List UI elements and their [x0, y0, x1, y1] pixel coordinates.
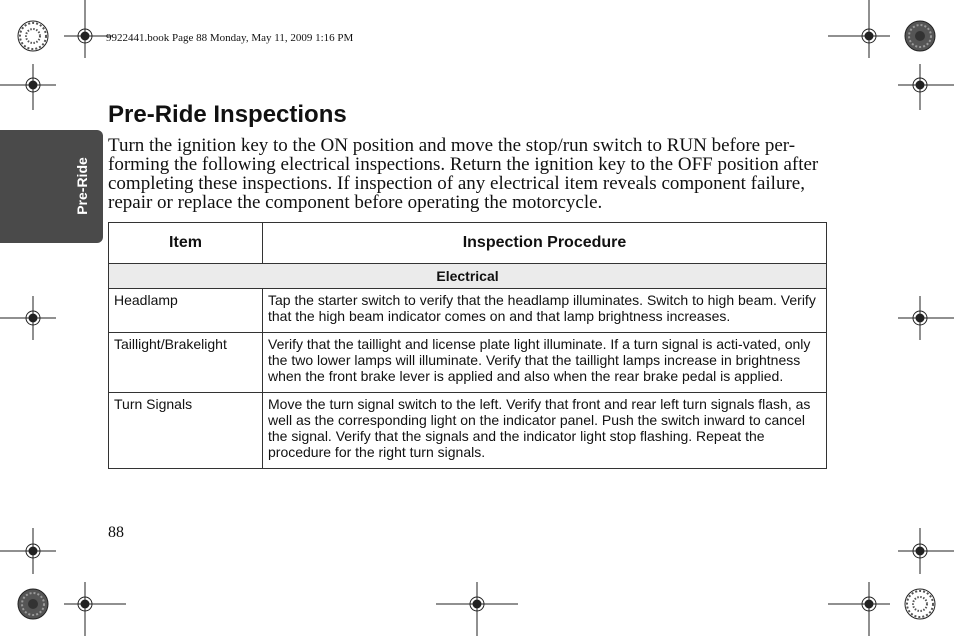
page-number: 88 [108, 524, 124, 541]
registration-target-right-upper [898, 64, 954, 110]
row-procedure: Verify that the taillight and license plate light illuminate. If a turn signal is acti-vated, only the two lower lamps will illuminate. Verify that the taillight lamps increase in brightness when the front brake lever is applied and also when the rear brake pedal is applied. [263, 333, 827, 393]
row-procedure: Tap the starter switch to verify that the headlamp illuminates. Switch to high beam. Verify that the high beam indicator comes on and that lamp brightness increases. [263, 289, 827, 333]
registration-target-bottom-right [828, 582, 890, 636]
book-info-header: 9922441.book Page 88 Monday, May 11, 2009 1:16 PM [106, 32, 354, 44]
table-header-row [109, 223, 827, 264]
section-label: Electrical [109, 264, 827, 289]
registration-target-top-left [64, 0, 112, 58]
registration-target-left-upper [0, 64, 56, 110]
registration-target-right-lower [898, 528, 954, 574]
intro-paragraph: Turn the ignition key to the ON position and move the stop/run switch to RUN before per-forming the following electrical inspections. Return the ignition key to the OFF position after completing these inspections. If inspection of any electrical item reveals component failure, repair or replace the component before operating the motorcycle. [108, 135, 819, 213]
registration-target-bottom-left [64, 582, 126, 636]
row-item: Turn Signals [109, 393, 263, 469]
rosette-bottom-left [18, 589, 48, 619]
table-row [109, 393, 827, 469]
registration-target-top-right [828, 0, 890, 58]
table-row [109, 333, 827, 393]
row-procedure: Move the turn signal switch to the left. Verify that front and rear left turn signals flash, as well as the corresponding light on the indicator panel. Push the switch inward to cancel the signal. Verify that the signals and the indicator light stop flashing. Repeat the procedure for the right turn signals. [263, 393, 827, 469]
rosette-top-right [905, 21, 935, 51]
column-header-procedure: Inspection Procedure [263, 223, 827, 264]
registration-target-left-middle [0, 296, 56, 340]
registration-target-right-middle [898, 296, 954, 340]
section-side-tab-label: Pre-Ride [74, 157, 90, 215]
table-row [109, 289, 827, 333]
column-header-item: Item [109, 223, 263, 264]
rosette-top-left [18, 21, 48, 51]
page-title: Pre-Ride Inspections [108, 101, 347, 128]
row-item: Headlamp [109, 289, 263, 333]
table-section-row [109, 264, 827, 289]
row-item: Taillight/Brakelight [109, 333, 263, 393]
registration-target-bottom-center [436, 582, 518, 636]
rosette-bottom-right [905, 589, 935, 619]
inspection-table [108, 222, 827, 469]
registration-target-left-lower [0, 528, 56, 574]
